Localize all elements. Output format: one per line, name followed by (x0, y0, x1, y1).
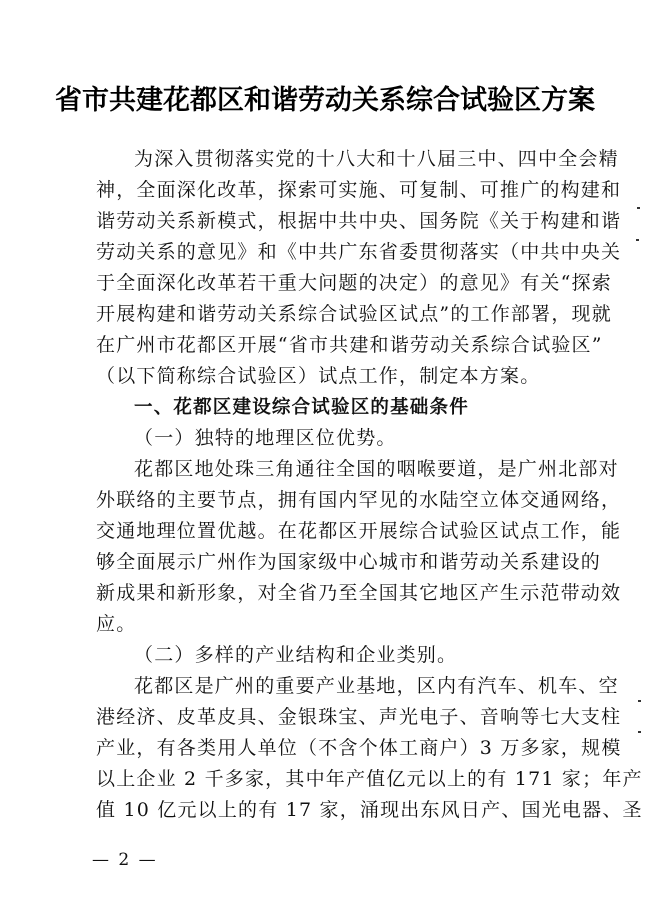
paragraph-line: 外联络的主要节点，拥有国内罕见的水陆空立体交通网络， (96, 489, 622, 511)
section-heading: 一、花都区建设综合试验区的基础条件 (134, 397, 469, 418)
paragraph-line: 新成果和新形象，对全省乃至全国其它地区产生示范带动效 (96, 582, 622, 604)
paragraph-line: 产业，有各类用人单位（不含个体工商户）3 万多家，规模 (96, 737, 622, 759)
paragraph-line: 为深入贯彻落实党的十八大和十八届三中、四中全会精 (134, 148, 619, 170)
subsection-heading: （二）多样的产业结构和企业类别。 (134, 644, 458, 666)
paragraph-line: 在广州市花都区开展“省市共建和谐劳动关系综合试验区” (96, 334, 603, 356)
scan-speck (636, 239, 639, 241)
subsection-heading: （一）独特的地理区位优势。 (134, 427, 397, 449)
paragraph-line: 谐劳动关系新模式，根据中共中央、国务院《关于构建和谐 (96, 210, 622, 232)
paragraph-line: 港经济、皮革皮具、金银珠宝、声光电子、音响等七大支柱 (96, 706, 622, 728)
paragraph-line: 够全面展示广州作为国家级中心城市和谐劳动关系建设的 (96, 551, 602, 573)
paragraph-line: 于全面深化改革若干重大问题的决定）的意见》有关“探索 (96, 272, 612, 294)
paragraph-line: 以上企业 2 千多家，其中年产值亿元以上的有 171 家；年产 (96, 768, 643, 790)
paragraph-line: 花都区是广州的重要产业基地，区内有汽车、机车、空 (134, 675, 619, 697)
document-title: 省市共建花都区和谐劳动关系综合试验区方案 (55, 85, 595, 116)
scan-speck (637, 207, 640, 209)
paragraph-line: （以下简称综合试验区）试点工作，制定本方案。 (96, 365, 541, 387)
paragraph-line: 劳动关系的意见》和《中共广东省委贯彻落实（中共中央关 (96, 241, 622, 263)
scan-speck (638, 731, 641, 733)
scan-speck (638, 700, 641, 702)
paragraph-line: 值 10 亿元以上的有 17 家，涌现出东风日产、国光电器、圣 (96, 799, 643, 821)
paragraph-line: 开展构建和谐劳动关系综合试验区试点”的工作部署，现就 (96, 303, 612, 325)
paragraph-line: 交通地理位置优越。在花都区开展综合试验区试点工作，能 (96, 520, 622, 542)
document-body (96, 144, 643, 826)
page-number: — 2 — (92, 850, 158, 870)
paragraph-line: 花都区地处珠三角通往全国的咽喉要道，是广州北部对 (134, 458, 619, 480)
paragraph-line: 应。 (96, 613, 137, 635)
paragraph-line: 神，全面深化改革，探索可实施、可复制、可推广的构建和 (96, 179, 622, 201)
